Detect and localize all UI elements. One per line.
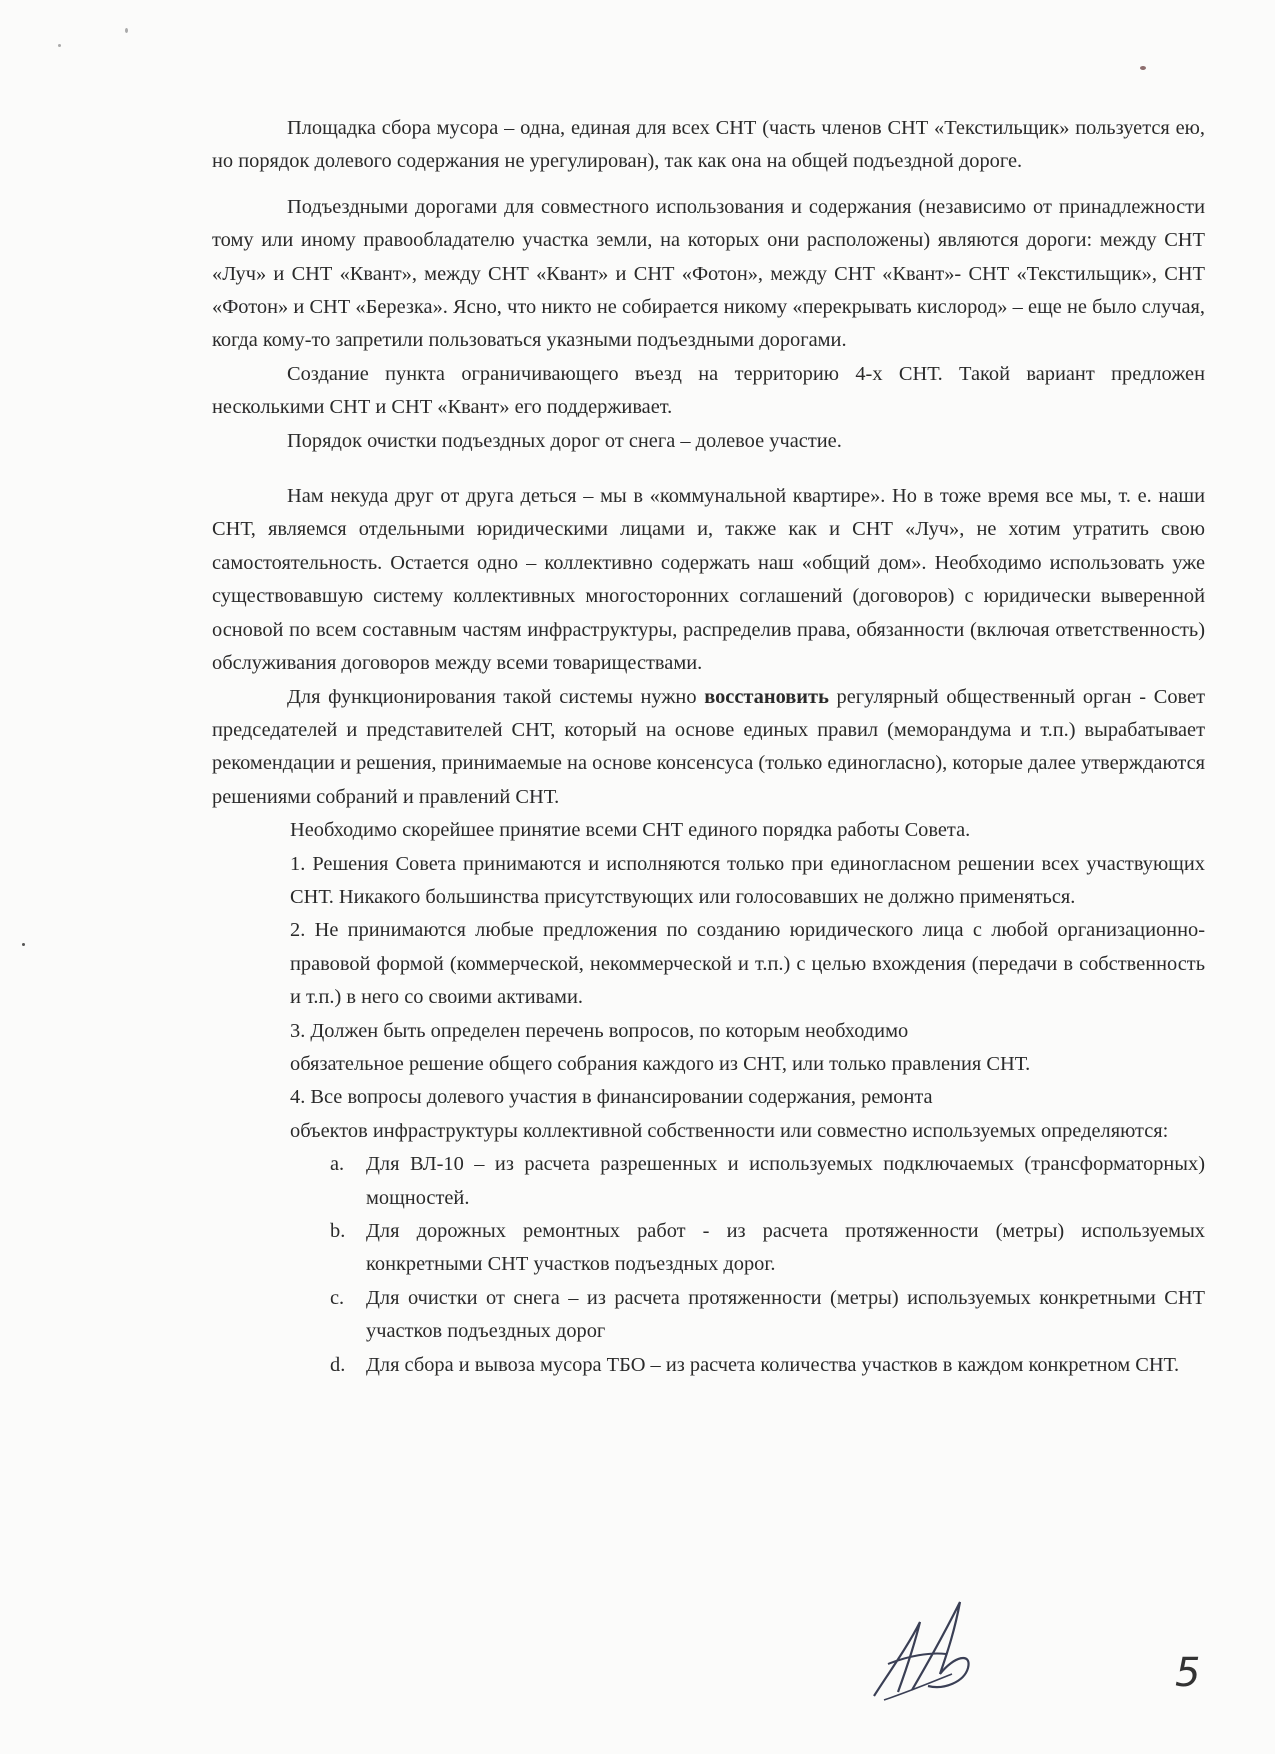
list-letter: a. (330, 1153, 345, 1176)
document-body (212, 112, 1205, 1382)
numbered-item: 1. Решения Совета принимаются и исполняются только при единогласном решении всех участвующих СНТ. Никакого большинства присутствующих или голосовавших не должно применяться. (290, 852, 1205, 908)
list-text: Для ВЛ-10 – из расчета разрешенных и используемых подключаемых (трансформаторных) мощностей. (366, 1153, 1205, 1209)
numbered-item: 2. Не принимаются любые предложения по созданию юридического лица с любой организационно-правовой формой (коммерческой, некоммерческой и т.п.) с целью вхождения (передачи в собственность и т.п.) в него со своими активами. (290, 919, 1205, 1009)
numbered-item-line: 4. Все вопросы долевого участия в финансировании содержания, ремонта (290, 1086, 933, 1109)
page-number: 5 (1175, 1650, 1201, 1696)
paragraph: Порядок очистки подъездных дорог от снега – долевое участие. (287, 429, 842, 452)
paragraph: Нам некуда друг от друга деться – мы в «коммунальной квартире». Но в тоже время все мы, т. е. наши СНТ, являемся отдельными юридическими лицами и, также как и СНТ «Луч», не хотим утратить свою самостоятельность. Остается одно – коллективно содержать наш «общий дом». Необходимо использовать уже существовавшую систему коллективных многосторонних соглашений (договоров) с юридически выверенной основой по всем составным частям инфраструктуры, распределив права, обязанности (включая ответственность) обслуживания договоров между всеми товариществами. (212, 485, 1205, 675)
handwritten-signature (868, 1594, 986, 1704)
list-letter: c. (330, 1286, 345, 1309)
council-paragraph (212, 681, 1205, 815)
list-text: Для дорожных ремонтных работ - из расчета протяженности (метры) используемых конкретными СНТ участков подъездных дорог. (366, 1220, 1205, 1276)
list-item (330, 1282, 1205, 1349)
paper-speck (58, 44, 61, 47)
bold-word: восстановить (704, 685, 829, 708)
intro-line: Необходимо скорейшее принятие всеми СНТ единого порядка работы Совета. (290, 819, 971, 842)
paper-speck (1140, 66, 1146, 70)
numbered-item-line: обязательное решение общего собрания каждого из СНТ, или только правления СНТ. (290, 1052, 1031, 1075)
numbered-item-line: объектов инфраструктуры коллективной собственности или совместно используемых определяются: (290, 1119, 1169, 1142)
lettered-list (330, 1148, 1205, 1382)
text-run: Для функционирования такой системы нужно (287, 685, 705, 708)
list-letter: d. (330, 1353, 346, 1376)
list-text: Для сбора и вывоза мусора ТБО – из расчета количества участков в каждом конкретном СНТ. (366, 1353, 1180, 1376)
paper-speck (22, 943, 25, 946)
paragraph: Подъездными дорогами для совместного использования и содержания (независимо от принадлежности тому или иному правообладателю участка земли, на которых они расположены) являются дороги: между СНТ «Луч» и СНТ «Квант», между СНТ «Квант» и СНТ «Фотон», между СНТ «Квант»- СНТ «Текстильщик», СНТ «Фотон» и СНТ «Березка». Ясно, что никто не собирается никому «перекрывать кислород» – еще не было случая, когда кому-то запретили пользоваться указными подъездными дорогами. (212, 195, 1205, 352)
list-text: Для очистки от снега – из расчета протяженности (метры) используемых конкретными СНТ участков подъездных дорог (366, 1286, 1205, 1343)
list-item (330, 1215, 1205, 1282)
text-run: регулярный общественный орган - Совет председателей и представителей СНТ, который на основе единых правил (меморандума и т.п.) вырабатывает рекомендации и решения, принимаемые на основе консенсуса (только единогласно), которые далее утверждаются решениями собраний и правлений СНТ. (212, 685, 1205, 808)
numbered-item-line: 3. Должен быть определен перечень вопросов, по которым необходимо (290, 1019, 909, 1042)
paragraph: Создание пункта ограничивающего въезд на территорию 4-х СНТ. Такой вариант предложен несколькими СНТ и СНТ «Квант» его поддерживает. (212, 362, 1205, 419)
paragraph: Площадка сбора мусора – одна, единая для всех СНТ (часть членов СНТ «Текстильщик» пользуется ею, но порядок долевого содержания не урегулирован), так как она на общей подъездной дороге. (212, 117, 1205, 173)
list-item (330, 1148, 1205, 1215)
list-letter: b. (330, 1220, 346, 1242)
list-item (330, 1349, 1205, 1382)
paper-speck (125, 28, 128, 33)
